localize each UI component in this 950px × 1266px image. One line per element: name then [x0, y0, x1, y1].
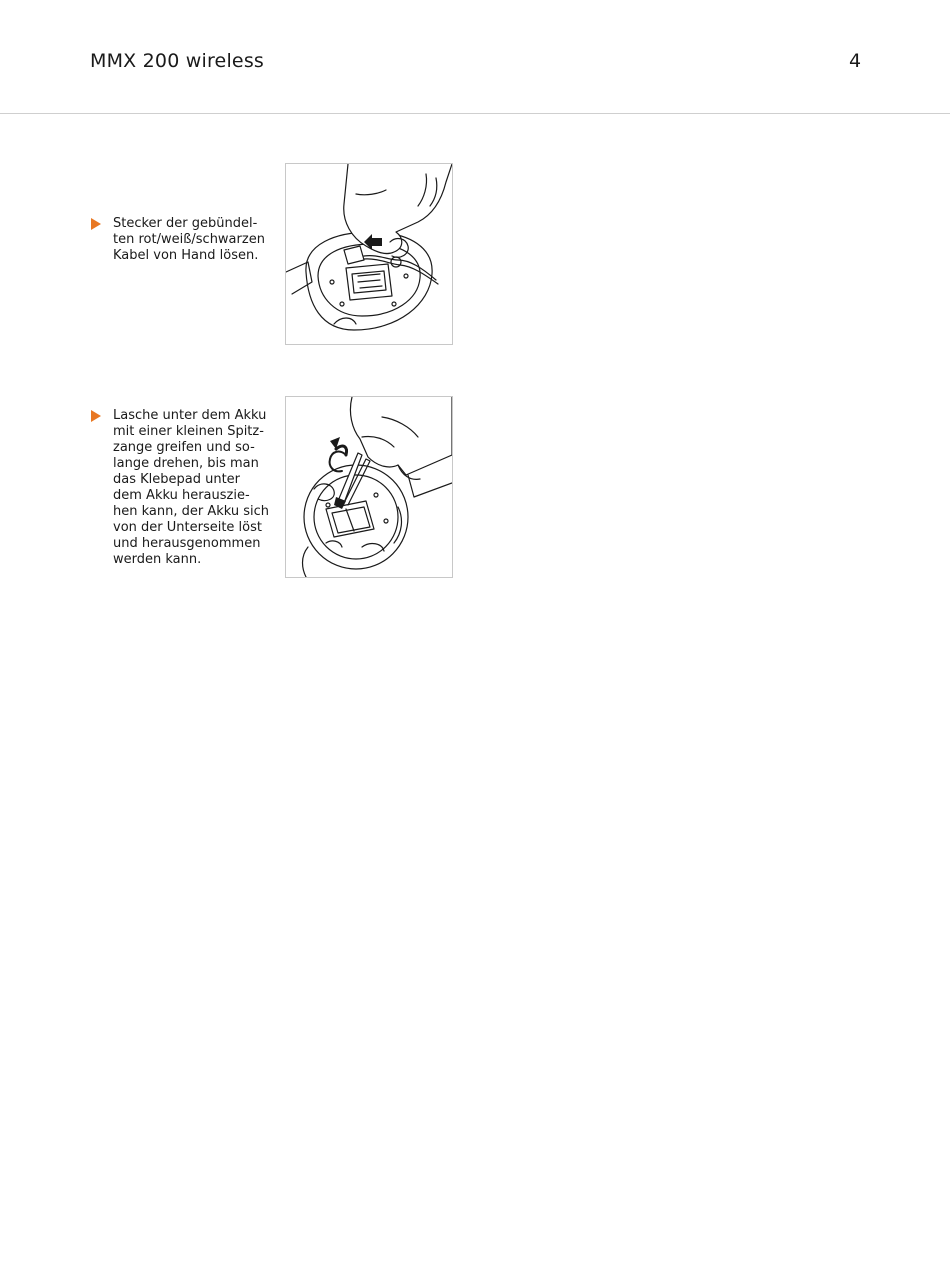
text-line: das Klebepad unter [113, 472, 241, 487]
text-line: Lasche unter dem Akku [113, 408, 267, 423]
text-line: zange greifen und so- [113, 440, 255, 455]
text-line: werden kann. [113, 552, 202, 567]
text-line: Kabel von Hand lösen. [113, 248, 259, 263]
page-number: 4 [849, 50, 862, 72]
triangle-bullet-icon [91, 410, 101, 422]
text-line: dem Akku herauszie- [113, 488, 250, 503]
text-line: von der Unterseite löst [113, 520, 262, 535]
text-line: hen kann, der Akku sich [113, 504, 270, 519]
text-line: mit einer kleinen Spitz- [113, 424, 264, 439]
text-line: lange drehen, bis man [113, 456, 259, 471]
text-line: und herausgenommen [113, 536, 261, 551]
hand-unplugging-cable-illustration [285, 163, 453, 345]
step-text [113, 408, 273, 568]
page-header [0, 0, 950, 114]
document-title: MMX 200 wireless [90, 50, 265, 72]
text-line: ten rot/weiß/schwarzen [113, 232, 265, 247]
triangle-bullet-icon [91, 218, 101, 230]
pliers-removing-battery-illustration [285, 396, 453, 578]
text-line: Stecker der gebündel- [113, 216, 258, 231]
step-text [113, 216, 273, 264]
